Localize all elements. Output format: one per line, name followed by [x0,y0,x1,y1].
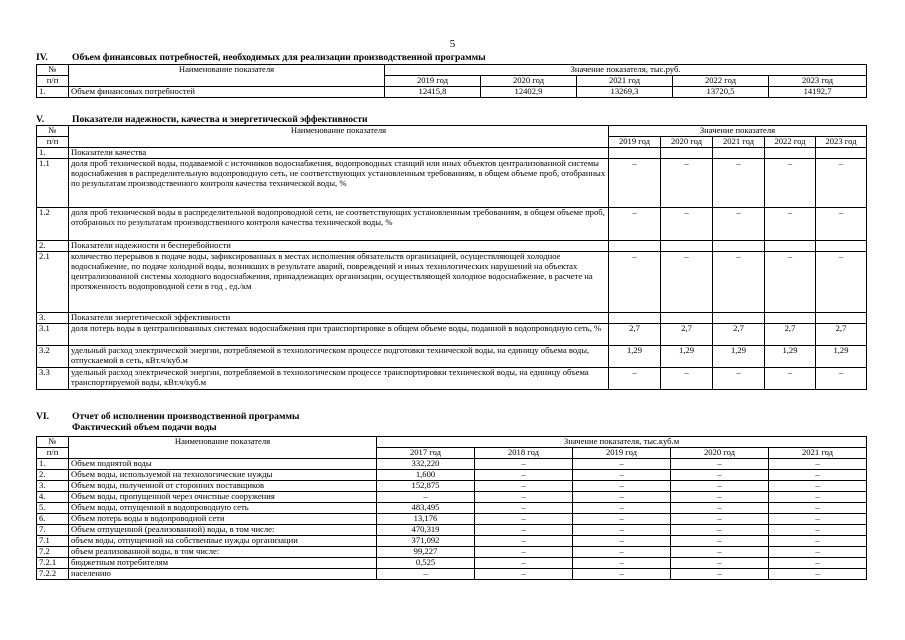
row-value: – [765,159,816,208]
table-row [37,346,867,368]
row-value: 2,7 [816,324,867,346]
section-vi-title: Отчет об исполнении производственной программы [72,411,300,422]
row-value: 13720,5 [673,86,769,97]
row-number: 3. [37,481,69,492]
row-value: 1,29 [765,346,816,368]
row-value: 371,092 [377,536,475,547]
year-header: 2022 год [673,75,769,86]
row-number: 7.1 [37,536,69,547]
row-name: Объем воды, пропущенной через очистные сооружения [69,492,377,503]
row-number: 1. [37,459,69,470]
row-name: Объем поднятой воды [69,459,377,470]
row-value: – [377,569,475,580]
table-row [37,503,867,514]
row-name: объем воды, отпущенной на собственные нужды организации [69,536,377,547]
row-number: 3.3 [37,368,69,390]
col-no-header: № [37,126,69,137]
col-pp-header: п/п [37,448,69,459]
row-value: – [609,368,661,390]
row-value: – [475,481,573,492]
row-value: 2,7 [661,324,713,346]
row-name: Объем воды, используемой на технологические нужды [69,470,377,481]
row-name: объем реализованной воды, в том числе: [69,547,377,558]
row-name: количество перерывов в подаче воды, зафиксированных в местах исполнения обязательств организацией, осуществляющей холодное водоснабжение, по подаче холодной воды, возникших в результате аварий, повреждений и иных технологических нарушений на объектах централизованной системы холодного водоснабжения, принадлежащих организации, осуществляющей холодное водоснабжение, в расчете на протяженность водопроводной сети в год , ед./км [69,252,609,313]
row-value: – [769,503,867,514]
col-pp-header: п/п [37,75,69,86]
row-value: – [769,547,867,558]
year-header: 2021 год [769,448,867,459]
reliability-quality-table [36,125,867,390]
row-value: 13,176 [377,514,475,525]
col-name-header: Наименование показателя [69,126,609,148]
row-value: – [713,159,765,208]
row-value: 13269,3 [577,86,673,97]
row-value: – [769,536,867,547]
row-value: 152,875 [377,481,475,492]
row-value: – [671,525,769,536]
row-value: – [573,536,671,547]
section-vi-subtitle: Фактический объем подачи воды [72,422,217,433]
row-value: – [769,492,867,503]
row-value: – [475,459,573,470]
row-number: 3.1 [37,324,69,346]
row-value: – [765,208,816,241]
row-value: – [713,208,765,241]
row-value: 99,227 [377,547,475,558]
year-header: 2020 год [671,448,769,459]
row-value: – [713,252,765,313]
section-v-number: V. [36,114,45,125]
row-number: 6. [37,514,69,525]
row-number: 2. [37,241,69,252]
row-value: – [671,481,769,492]
row-value: – [661,368,713,390]
row-name: Объем отпущенной (реализованной) воды, в том числе: [69,525,377,536]
year-header: 2023 год [769,75,867,86]
year-header: 2019 год [385,75,481,86]
table-row [37,368,867,390]
row-name: Показатели качества [69,148,609,159]
row-value: 1,29 [713,346,765,368]
row-value: 2,7 [713,324,765,346]
row-number: 1.1 [37,159,69,208]
row-value: 332,220 [377,459,475,470]
row-value: – [661,159,713,208]
col-name-header: Наименование показателя [69,437,377,459]
row-value: – [475,525,573,536]
row-name: Показатели энергетической эффективности [69,313,609,324]
row-value: – [769,459,867,470]
table-row [37,558,867,569]
row-value: – [671,459,769,470]
year-header: 2020 год [481,75,577,86]
table-group-row [37,313,867,324]
col-name-header: Наименование показателя [69,65,385,87]
year-header: 2021 год [713,137,765,148]
year-header: 2023 год [816,137,867,148]
col-value-header: Значение показателя, тыс.куб.м [377,437,867,448]
table-row [37,492,867,503]
row-value: – [573,569,671,580]
row-value: – [573,459,671,470]
row-value: – [573,492,671,503]
row-value: 470,319 [377,525,475,536]
year-header: 2018 год [475,448,573,459]
row-value: – [769,525,867,536]
row-number: 2.1 [37,252,69,313]
row-value: – [769,470,867,481]
row-name: доля потерь воды в централизованных системах водоснабжения при транспортировке в общем объеме воды, поданной в водопроводную сеть, % [69,324,609,346]
row-value: – [661,252,713,313]
row-value: – [671,470,769,481]
section-vi-heading [36,411,300,422]
row-value: – [816,208,867,241]
table-row [37,86,867,97]
table-row [37,536,867,547]
row-value: – [671,558,769,569]
row-number: 3. [37,313,69,324]
row-value: – [816,252,867,313]
page-number: 5 [449,38,456,50]
row-name: удельный расход электрической энергии, потребляемой в технологическом процессе транспортировки технической воды, на единицу объема транспортируемой воды, кВт.ч/куб.м [69,368,609,390]
row-value: – [769,514,867,525]
row-value: – [475,503,573,514]
row-value: 1,29 [816,346,867,368]
row-value: 1,29 [609,346,661,368]
row-value: 0,525 [377,558,475,569]
table-row [37,459,867,470]
row-value: – [769,558,867,569]
row-value: – [377,492,475,503]
row-number: 2. [37,470,69,481]
row-name: Объем финансовых потребностей [69,86,385,97]
row-value: – [475,492,573,503]
table-group-row [37,148,867,159]
row-value: 2,7 [765,324,816,346]
row-value: – [475,569,573,580]
row-value: – [475,470,573,481]
table-row [37,481,867,492]
row-name: населению [69,569,377,580]
row-value: – [671,503,769,514]
section-iv-heading [36,52,486,63]
year-header: 2017 год [377,448,475,459]
table-row [37,159,867,208]
table-row [37,208,867,241]
row-value: – [609,159,661,208]
row-value: 12415,8 [385,86,481,97]
row-name: удельный расход электрической энергии, потребляемой в технологическом процессе подготовки технической воды, на единицу объема воды, отпускаемой в сеть, кВт.ч/куб.м [69,346,609,368]
row-value: – [671,547,769,558]
col-no-header: № [37,437,69,448]
row-value: – [769,481,867,492]
row-value: – [816,368,867,390]
row-name: Объем потерь воды в водопроводной сети [69,514,377,525]
row-number: 7.2.2 [37,569,69,580]
row-value: – [671,536,769,547]
row-number: 1. [37,148,69,159]
row-name: Показатели надежности и бесперебойности [69,241,609,252]
row-number: 1. [37,86,69,97]
row-value: 12402,9 [481,86,577,97]
row-value: – [671,514,769,525]
water-supply-report-table [36,436,867,580]
table-group-row [37,241,867,252]
row-value: – [573,547,671,558]
row-value: – [765,368,816,390]
row-number: 3.2 [37,346,69,368]
section-vi-number: VI. [36,411,50,422]
table-row [37,514,867,525]
row-value: – [475,536,573,547]
col-no-header: № [37,65,69,76]
row-value: – [816,159,867,208]
col-value-header: Значение показателя, тыс.руб. [385,65,867,76]
year-header: 2019 год [573,448,671,459]
row-value: – [573,525,671,536]
row-value: – [661,208,713,241]
row-name: Объем воды, полученной от сторонних поставщиков [69,481,377,492]
row-value: – [671,492,769,503]
table-row [37,547,867,558]
year-header: 2020 год [661,137,713,148]
row-value: – [475,547,573,558]
section-v-heading [36,114,368,125]
row-name: бюджетным потребителям [69,558,377,569]
table-row [37,324,867,346]
row-value: – [609,252,661,313]
col-pp-header: п/п [37,137,69,148]
row-value: – [573,514,671,525]
row-value: 1,600 [377,470,475,481]
row-value: – [671,569,769,580]
year-header: 2021 год [577,75,673,86]
row-value: – [573,558,671,569]
row-number: 7. [37,525,69,536]
row-value: 2,7 [609,324,661,346]
section-v-title: Показатели надежности, качества и энергетической эффективности [72,114,368,125]
year-header: 2019 год [609,137,661,148]
row-value: – [573,470,671,481]
row-value: 483,495 [377,503,475,514]
row-number: 7.2 [37,547,69,558]
row-value: – [713,368,765,390]
row-number: 5. [37,503,69,514]
year-header: 2022 год [765,137,816,148]
row-value: – [573,481,671,492]
row-value: – [573,503,671,514]
row-name: Объем воды, отпущенной в водопроводную сеть [69,503,377,514]
table-row [37,252,867,313]
financial-needs-table [36,64,867,98]
section-iv-number: IV. [36,52,48,63]
section-iv-title: Объем финансовых потребностей, необходимых для реализации производственной программы [72,52,486,63]
row-value: 1,29 [661,346,713,368]
table-row [37,569,867,580]
row-number: 7.2.1 [37,558,69,569]
row-value: 14192,7 [769,86,867,97]
col-value-header: Значение показателя [609,126,867,137]
table-row [37,470,867,481]
row-value: – [609,208,661,241]
table-row [37,525,867,536]
row-value: – [475,514,573,525]
row-value: – [475,558,573,569]
row-number: 1.2 [37,208,69,241]
row-name: доля проб технической воды в распределительной водопроводной сети, не соответствующих установленным требованиям, в общем объеме проб, отобранных по результатам производственного контроля качества технической воды, % [69,208,609,241]
row-value: – [765,252,816,313]
row-value: – [769,569,867,580]
row-name: доля проб технической воды, подаваемой с источников водоснабжения, водопроводных станций или иных объектов централизованной системы водоснабжения в распределительную водопроводную сеть, не соответствующих установленным требованиям, в общем объеме проб, отобранных по результатам производственного контроля качества технической воды, % [69,159,609,208]
row-number: 4. [37,492,69,503]
